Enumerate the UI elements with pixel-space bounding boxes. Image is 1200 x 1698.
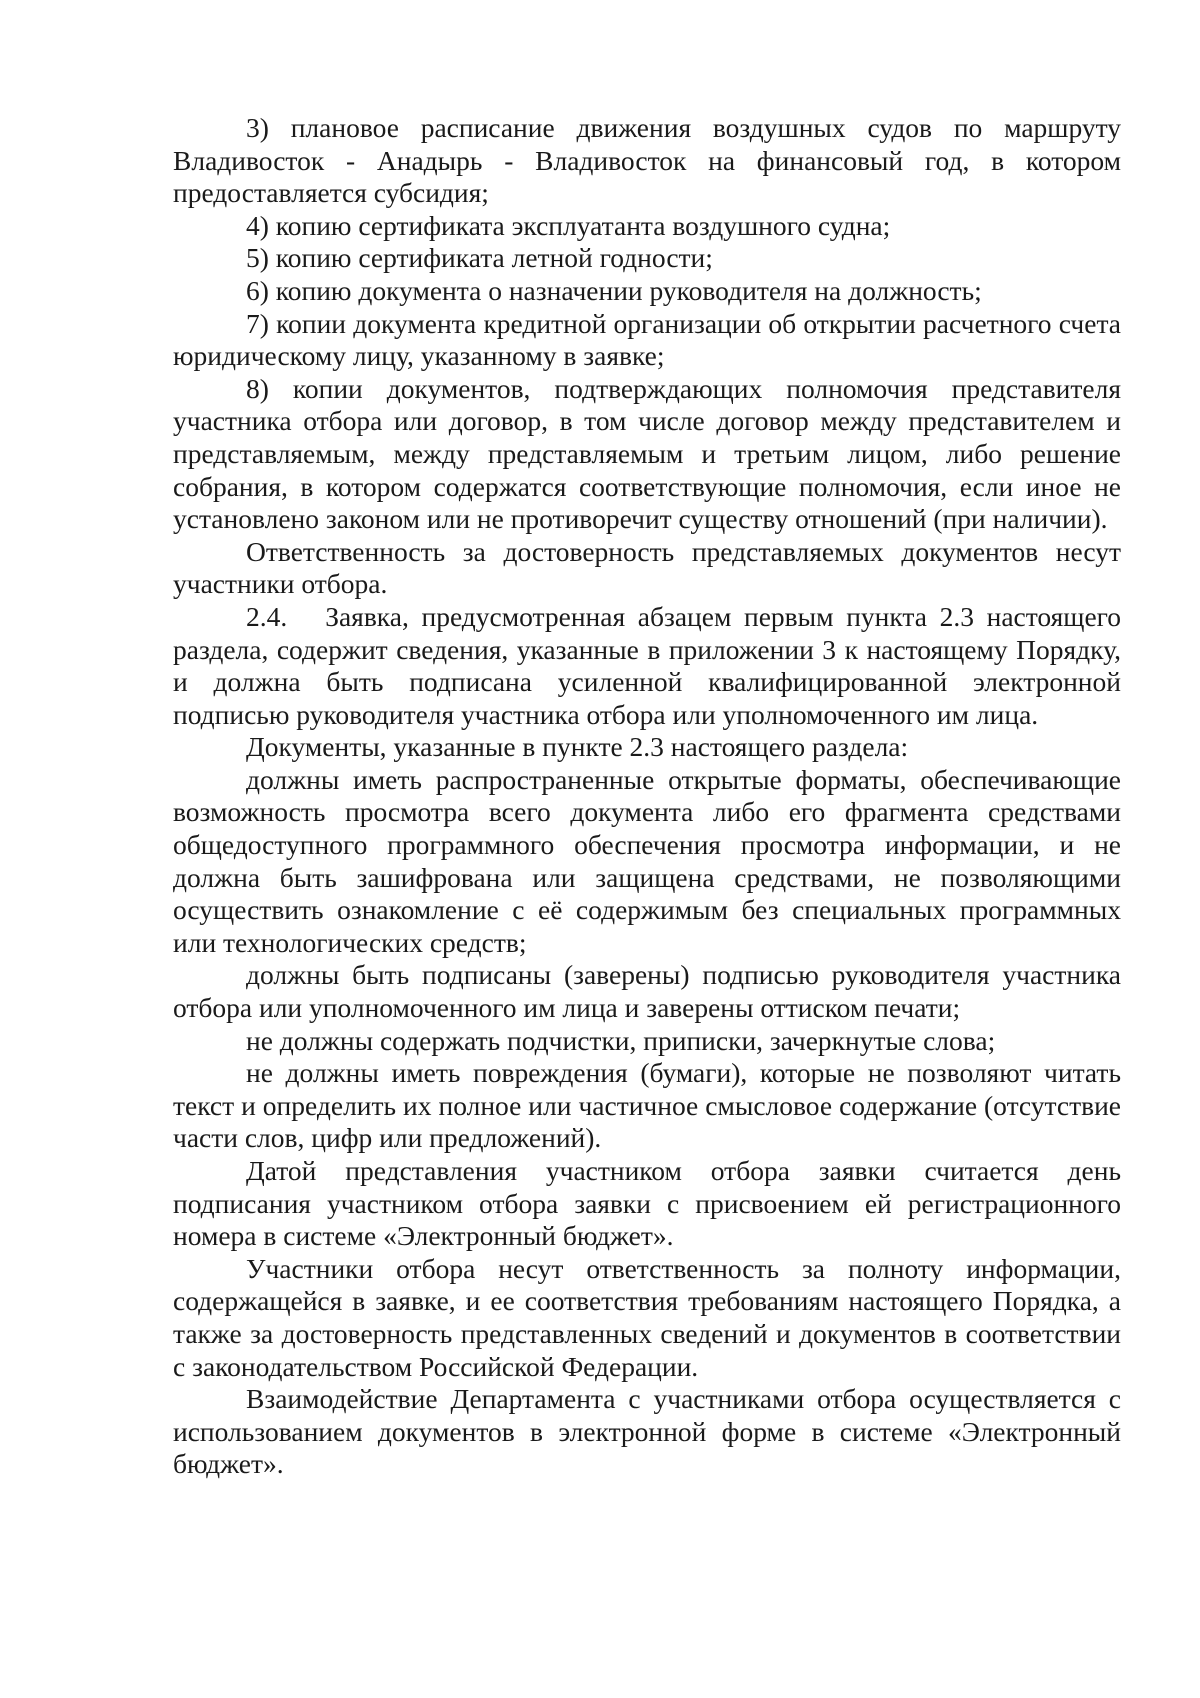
paragraph-participants-responsibility: Участники отбора несут ответственность за полноту информации, содержащейся в заявке, и ее соответствия требованиям настоящего Порядка, а также за достоверность представленных сведений и документов в соответствии с законодательством Российской Федерации. — [173, 1252, 1121, 1382]
paragraph-item-3: 3) плановое расписание движения воздушных судов по маршруту Владивосток - Анадырь - Владивосток на финансовый год, в котором предоставляется субсидия; — [173, 112, 1121, 209]
paragraph-section-2-4: 2.4. Заявка, предусмотренная абзацем первым пункта 2.3 настоящего раздела, содержит сведения, указанные в приложении 3 к настоящему Порядку, и должна быть подписана усиленной квалифицированной электронной подписью руководителя участника отбора или уполномоченного им лица. — [173, 600, 1128, 730]
paragraph-item-6: 6) копию документа о назначении руководителя на должность; — [246, 274, 982, 306]
paragraph-item-4: 4) копию сертификата эксплуатанта воздушного судна; — [246, 209, 891, 241]
paragraph-item-7: 7) копии документа кредитной организации об открытии расчетного счета юридическому лицу, указанному в заявке; — [173, 307, 1121, 372]
paragraph-item-5: 5) копию сертификата летной годности; — [246, 242, 713, 274]
document-body — [173, 112, 1128, 1481]
paragraph-submission-date: Датой представления участником отбора заявки считается день подписания участником отбора заявки с присвоением ей регистрационного номера в системе «Электронный бюджет». — [173, 1155, 1121, 1252]
paragraph-documents-intro: Документы, указанные в пункте 2.3 настоящего раздела: — [246, 731, 909, 763]
paragraph-item-8: 8) копии документов, подтверждающих полномочия представителя участника отбора или договор, в том числе договор между представителем и представляемым, между представляемым и третьим лицом, либо решение собрания, в котором содержатся соответствующие полномочия, если иное не установлено законом или не противоречит существу отношений (при наличии). — [173, 372, 1121, 535]
paragraph-signature-requirement: должны быть подписаны (заверены) подписью руководителя участника отбора или уполномоченного им лица и заверены оттиском печати; — [173, 959, 1121, 1024]
paragraph-formats-requirement: должны иметь распространенные открытые форматы, обеспечивающие возможность просмотра всего документа либо его фрагмента средствами общедоступного программного обеспечения просмотра информации, и не должна быть зашифрована или защищена средствами, не позволяющими осуществить ознакомление с её содержимым без специальных программных или технологических средств; — [173, 763, 1121, 958]
paragraph-electronic-interaction: Взаимодействие Департамента с участниками отбора осуществляется с использованием документов в электронной форме в системе «Электронный бюджет». — [173, 1383, 1121, 1480]
paragraph-responsibility: Ответственность за достоверность представляемых документов несут участники отбора. — [173, 535, 1121, 600]
paragraph-no-damage: не должны иметь повреждения (бумаги), которые не позволяют читать текст и определить их полное или частичное смысловое содержание (отсутствие части слов, цифр или предложений). — [173, 1057, 1121, 1154]
paragraph-no-corrections: не должны содержать подчистки, приписки, зачеркнутые слова; — [246, 1024, 996, 1056]
